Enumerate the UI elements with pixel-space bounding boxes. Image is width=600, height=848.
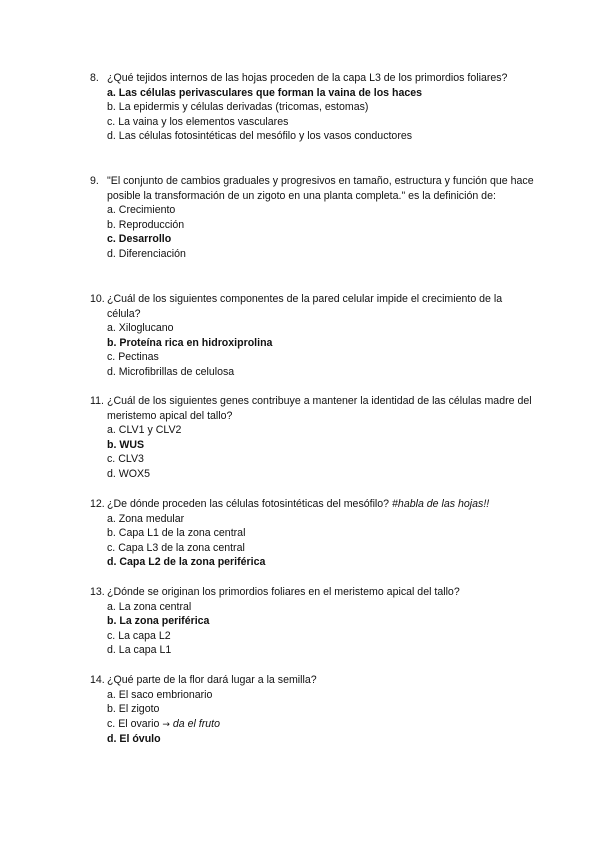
question-text: ¿Qué parte de la flor dará lugar a la semilla? <box>107 674 317 686</box>
option-d: d. WOX5 <box>107 467 150 480</box>
question-number: 14. <box>90 674 105 686</box>
right-arrow-icon: → <box>162 719 170 730</box>
question-11 <box>90 394 535 482</box>
option-a: a. Las células perivasculares que forman la vaina de los haces <box>107 86 423 99</box>
question-8 <box>90 71 535 144</box>
question-number: 11. <box>90 395 104 407</box>
option-c: c. La capa L2 <box>107 629 171 642</box>
option-c: c. El ovario → da el fruto <box>107 717 220 730</box>
question-number: 13. <box>90 586 105 598</box>
option-a: a. La zona central <box>107 600 192 613</box>
option-c: c. La vaina y los elementos vasculares <box>107 115 289 128</box>
option-a: a. El saco embrionario <box>107 688 213 701</box>
option-b: b. Capa L1 de la zona central <box>107 527 246 540</box>
option-c: c. Capa L3 de la zona central <box>107 541 245 554</box>
option-c: c. Pectinas <box>107 351 159 364</box>
question-number: 12. <box>90 498 105 510</box>
option-b: b. La epidermis y células derivadas (tricomas, estomas) <box>107 101 369 114</box>
question-text: ¿Dónde se originan los primordios foliares en el meristemo apical del tallo? <box>107 586 460 598</box>
question-text: "El conjunto de cambios graduales y progresivos en tamaño, estructura y función que hace posible la transformación de un zigoto en una planta completa." es la definición de: <box>107 175 534 202</box>
annotation-note: #habla de las hojas!! <box>392 498 490 510</box>
option-d: d. Las células fotosintéticas del mesófilo y los vasos conductores <box>107 130 413 143</box>
annotation-note: da el fruto <box>172 717 220 730</box>
question-12 <box>90 497 535 570</box>
option-c: c. CLV3 <box>107 453 144 466</box>
option-d: d. Capa L2 de la zona periférica <box>107 556 266 569</box>
question-text: ¿Cuál de los siguientes componentes de la pared celular impide el crecimiento de la célula? <box>107 293 503 320</box>
option-b: b. El zigoto <box>107 703 160 716</box>
option-a: a. Xiloglucano <box>107 322 174 335</box>
option-b: b. Reproducción <box>107 218 185 231</box>
question-text: ¿Qué tejidos internos de las hojas proceden de la capa L3 de los primordios foliares? <box>107 72 508 84</box>
option-a: a. CLV1 y CLV2 <box>107 424 182 437</box>
question-number: 9. <box>90 175 99 187</box>
question-text: ¿De dónde proceden las células fotosintéticas del mesófilo? #habla de las hojas!! <box>107 498 490 510</box>
question-number: 10. <box>90 293 105 305</box>
question-text: ¿Cuál de los siguientes genes contribuye a mantener la identidad de las células madre del meristemo apical del tallo? <box>107 395 532 422</box>
option-a: a. Zona medular <box>107 512 185 525</box>
option-d: d. Microfibrillas de celulosa <box>107 365 235 378</box>
option-d: d. Diferenciación <box>107 247 186 260</box>
option-b: b. WUS <box>107 438 145 451</box>
option-d: d. La capa L1 <box>107 644 172 657</box>
question-number: 8. <box>90 72 99 84</box>
option-a: a. Crecimiento <box>107 204 176 217</box>
option-b: b. Proteína rica en hidroxiprolina <box>107 336 273 349</box>
question-13 <box>90 585 535 658</box>
option-b: b. La zona periférica <box>107 615 210 628</box>
option-c: c. Desarrollo <box>107 233 172 246</box>
question-9 <box>90 174 535 262</box>
question-14 <box>90 673 535 747</box>
option-d: d. El óvulo <box>107 733 161 746</box>
question-10 <box>90 292 535 380</box>
